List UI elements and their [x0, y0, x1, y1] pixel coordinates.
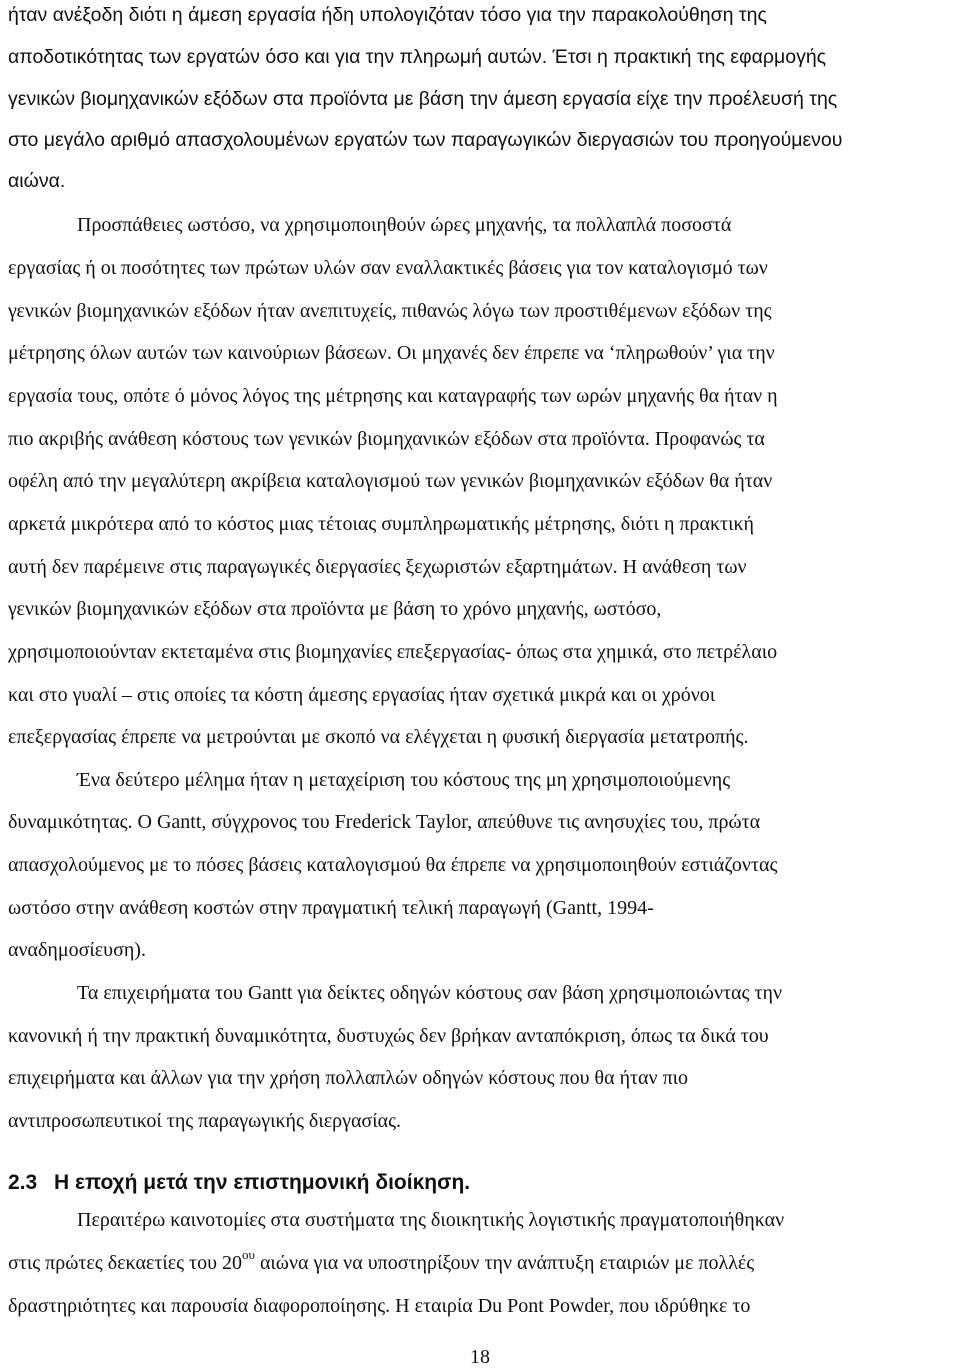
- section-number: 2.3: [8, 1171, 38, 1194]
- paragraph-2-line-9: αυτή δεν παρέμεινε στις παραγωγικές διεργασίες ξεχωριστών εξαρτημάτων. Η ανάθεση των: [8, 556, 747, 578]
- paragraph-3-line-4: ωστόσο στην ανάθεση κοστών στην πραγματική τελική παραγωγή (Gantt, 1994-: [8, 897, 654, 919]
- paragraph-2-line-6: πιο ακριβής ανάθεση κόστους των γενικών βιομηχανικών εξόδων στα προϊόντα. Προφανώς τα: [8, 428, 765, 450]
- paragraph-3-line-5: αναδημοσίευση).: [8, 939, 146, 961]
- paragraph-2-line-10: γενικών βιομηχανικών εξόδων στα προϊόντα με βάση το χρόνο μηχανής, ωστόσο,: [8, 598, 662, 620]
- paragraph-5-line-1: Περαιτέρω καινοτομίες στα συστήματα της διοικητικής λογιστικής πραγματοποιήθηκαν: [77, 1209, 785, 1231]
- page-number: 18: [470, 1346, 490, 1368]
- paragraph-1-line-4: στο μεγάλο αριθμό απασχολουμένων εργατών των παραγωγικών διεργασιών του προηγούμενου: [8, 129, 843, 151]
- superscript-ordinal: ου: [242, 1247, 255, 1263]
- section-title: Η εποχή μετά την επιστημονική διοίκηση.: [54, 1171, 471, 1194]
- paragraph-1-line-3: γενικών βιομηχανικών εξόδων στα προϊόντα με βάση την άμεση εργασία είχε την προέλευσή της: [8, 88, 838, 110]
- paragraph-2-line-4: μέτρησης όλων αυτών των καινούριων βάσεων. Οι μηχανές δεν έπρεπε να ‘πληρωθούν’ για την: [8, 342, 775, 364]
- paragraph-1-line-1: ήταν ανέξοδη διότι η άμεση εργασία ήδη υπολογιζόταν τόσο για την παρακολούθηση της: [8, 4, 767, 26]
- section-heading: [8, 1172, 470, 1193]
- paragraph-2-line-12: και στο γυαλί – στις οποίες τα κόστη άμεσης εργασίας ήταν σχετικά μικρά και οι χρόνοι: [8, 684, 716, 706]
- paragraph-2-line-2: εργασίας ή οι ποσότητες των πρώτων υλών σαν εναλλακτικές βάσεις για τον καταλογισμό των: [8, 257, 768, 279]
- paragraph-2-line-1: Προσπάθειες ωστόσο, να χρησιμοποιηθούν ώρες μηχανής, τα πολλαπλά ποσοστά: [77, 214, 732, 236]
- paragraph-5-line-3: δραστηριότητες και παρουσία διαφοροποίησης. Η εταιρία Du Pont Powder, που ιδρύθηκε το: [8, 1295, 751, 1317]
- paragraph-4-line-1: Τα επιχειρήματα του Gantt για δείκτες οδηγών κόστους σαν βάση χρησιμοποιώντας την: [77, 982, 782, 1004]
- paragraph-4-line-2: κανονική ή την πρακτική δυναμικότητα, δυστυχώς δεν βρήκαν ανταπόκριση, όπως τα δικά του: [8, 1025, 769, 1047]
- paragraph-3-line-2: δυναμικότητας. Ο Gantt, σύγχρονος του Frederick Taylor, απεύθυνε τις ανησυχίες του, πρώτα: [8, 811, 761, 833]
- paragraph-5-line-2-end: αιώνα για να υποστηρίξουν την ανάπτυξη εταιριών με πολλές: [254, 1252, 755, 1274]
- paragraph-2-line-11: χρησιμοποιούνταν εκτεταμένα στις βιομηχανίες επεξεργασίας- όπως στα χημικά, στο πετρέλαιο: [8, 641, 778, 663]
- paragraph-5-line-2: [8, 1247, 755, 1274]
- paragraph-3-line-1: Ένα δεύτερο μέλημα ήταν η μεταχείριση του κόστους της μη χρησιμοποιούμενης: [77, 769, 731, 791]
- paragraph-3-line-3: απασχολούμενος με το πόσες βάσεις καταλογισμού θα έπρεπε να χρησιμοποιηθούν εστιάζοντας: [8, 854, 778, 876]
- paragraph-1-line-2: αποδοτικότητας των εργατών όσο και για την πληρωμή αυτών. Έτσι η πρακτική της εφαρμογής: [8, 46, 827, 68]
- paragraph-4-line-3: επιχειρήματα και άλλων για την χρήση πολλαπλών οδηγών κόστους που θα ήταν πιο: [8, 1067, 689, 1089]
- paragraph-2-line-13: επεξεργασίας έπρεπε να μετρούνται με σκοπό να ελέγχεται η φυσική διεργασία μετατροπής.: [8, 726, 749, 748]
- paragraph-2-line-8: αρκετά μικρότερα από το κόστος μιας τέτοιας συμπληρωματικής μέτρησης, διότι η πρακτική: [8, 513, 754, 535]
- paragraph-1-line-5: αιώνα.: [8, 170, 66, 192]
- paragraph-5-line-2-start: στις πρώτες δεκαετίες του 20: [8, 1252, 242, 1274]
- paragraph-2-line-3: γενικών βιομηχανικών εξόδων ήταν ανεπιτυχείς, πιθανώς λόγω των προστιθέμενων εξόδων της: [8, 300, 772, 322]
- paragraph-2-line-7: οφέλη από την μεγαλύτερη ακρίβεια καταλογισμού των γενικών βιομηχανικών εξόδων θα ήταν: [8, 470, 773, 492]
- paragraph-4-line-4: αντιπροσωπευτικοί της παραγωγικής διεργασίας.: [8, 1110, 401, 1132]
- paragraph-2-line-5: εργασία τους, οπότε ό μόνος λόγος της μέτρησης και καταγραφής των ωρών μηχανής θα ήταν η: [8, 385, 778, 407]
